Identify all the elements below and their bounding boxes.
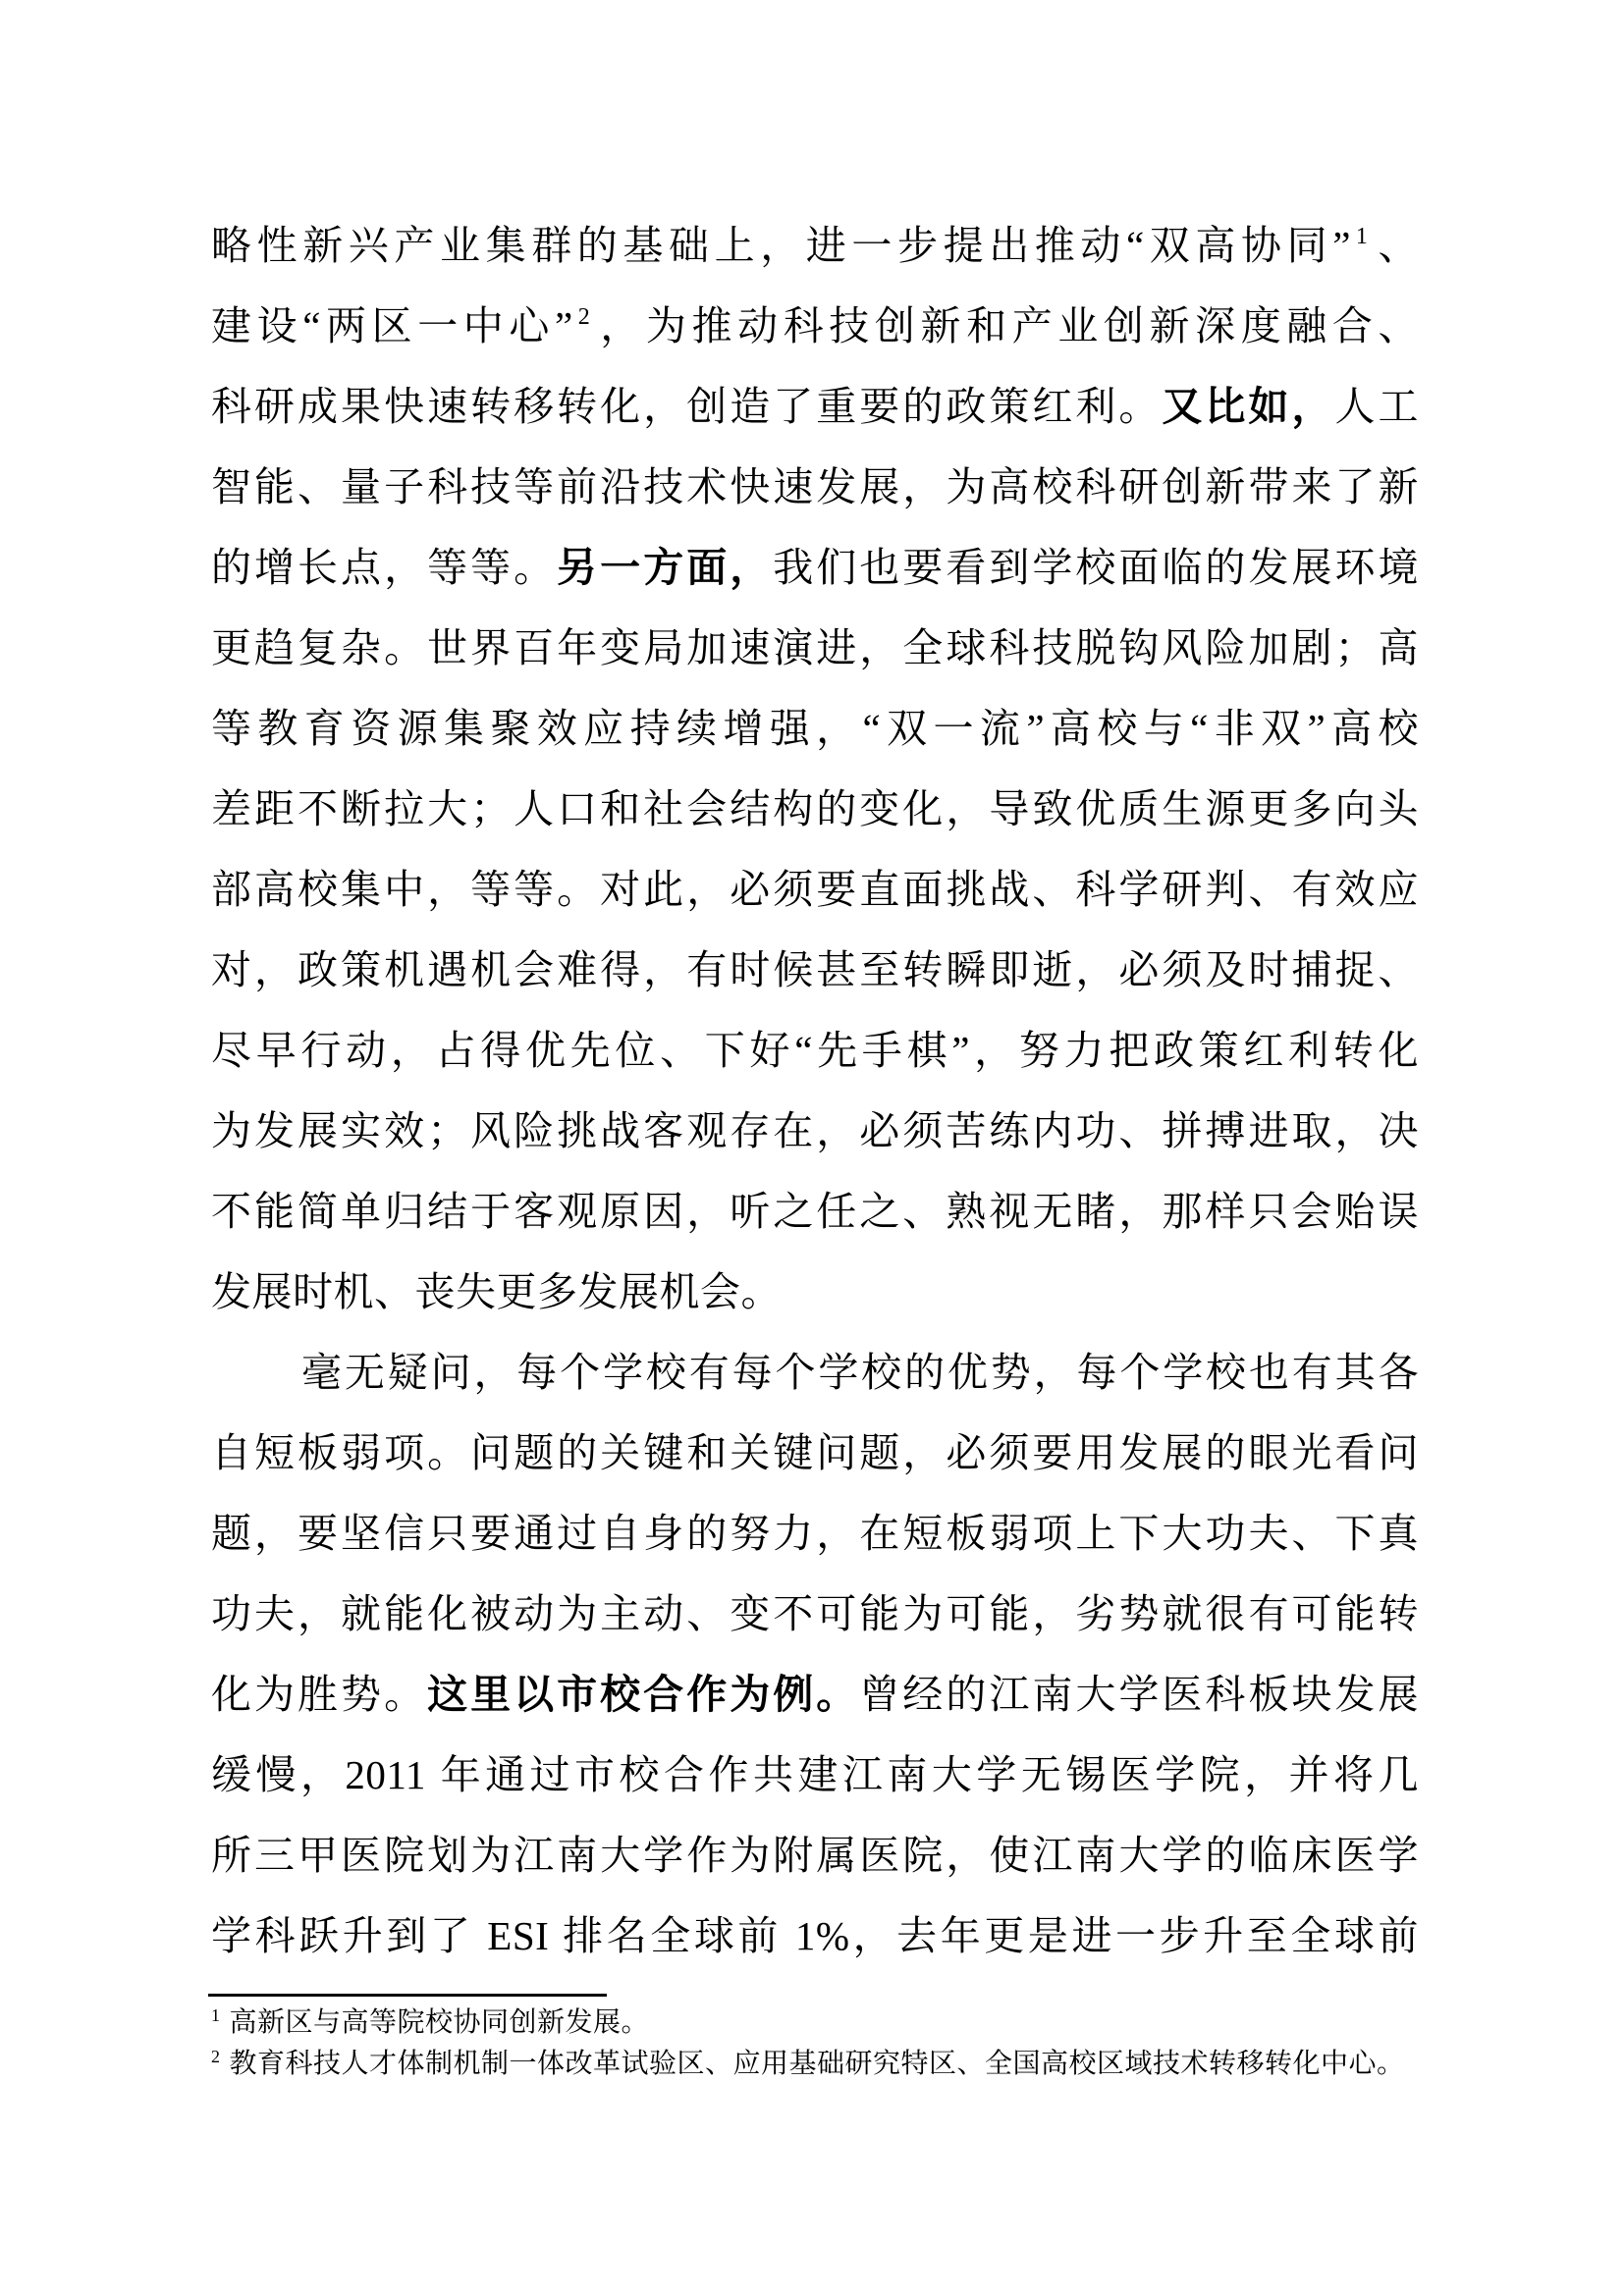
bold-text-segment: 另一方面，: [557, 545, 774, 590]
text-segment: 更趋复杂。世界百年变局加速演进，全球科技脱钩风险加剧；高: [211, 625, 1419, 670]
body-line: [211, 205, 1419, 286]
text-segment: 的增长点，等等。: [211, 545, 558, 590]
text-segment: 功夫，就能化被动为主动、变不可能为可能，劣势就很有可能转: [211, 1591, 1419, 1636]
body-line: [211, 1574, 1419, 1654]
footnote-ref-superscript: 2: [577, 304, 591, 330]
text-segment: 所三甲医院划为江南大学作为附属医院，使江南大学的临床医学: [211, 1833, 1419, 1878]
body-line: [211, 1091, 1419, 1171]
body-line: [211, 1815, 1419, 1896]
document-body: [211, 205, 1419, 1976]
text-segment: 发展时机、丧失更多发展机会。: [211, 1269, 782, 1314]
text-segment: 差距不断拉大；人口和社会结构的变化，导致优质生源更多向头: [211, 786, 1419, 831]
text-segment: 化为胜势。: [211, 1672, 428, 1717]
body-line: [211, 286, 1419, 366]
body-line: [211, 1413, 1419, 1493]
footnote-marker: 1: [211, 2005, 221, 2025]
body-line: [211, 769, 1419, 849]
text-segment: 略性新兴产业集群的基础上，进一步提出推动“双高协同”: [211, 223, 1351, 268]
body-line: [211, 1493, 1419, 1574]
footnote-item: [211, 2044, 1424, 2085]
text-segment: 我们也要看到学校面临的发展环境: [773, 545, 1420, 590]
footnote-marker: 2: [211, 2047, 221, 2066]
body-line: [211, 1896, 1419, 1976]
footnote-list: [211, 2002, 1424, 2085]
text-segment: 人工: [1334, 384, 1420, 429]
body-line: [211, 1010, 1419, 1091]
footnote-text: 教育科技人才体制机制一体改革试验区、应用基础研究特区、全国高校区域技术转移转化中心。: [229, 2049, 1405, 2079]
body-line: [211, 930, 1419, 1010]
text-segment: ，为推动科技创新和产业创新深度融合、: [595, 303, 1419, 348]
footnote-separator: [208, 1994, 607, 1997]
text-segment: 不能简单归结于客观原因，听之任之、熟视无睹，那样只会贻误: [211, 1189, 1419, 1234]
text-segment: 学科跃升到了 ESI 排名全球前 1%，去年更是进一步升至全球前: [211, 1913, 1419, 1958]
body-line: [211, 608, 1419, 688]
body-line: [211, 1332, 1419, 1413]
text-segment: 建设“两区一中心”: [211, 303, 573, 348]
text-segment: 毫无疑问，每个学校有每个学校的优势，每个学校也有其各: [301, 1350, 1419, 1395]
footnote-ref-superscript: 1: [1355, 224, 1369, 249]
body-line: [211, 1654, 1419, 1735]
body-line: [211, 1171, 1419, 1252]
text-segment: 曾经的江南大学医科板块发展: [859, 1672, 1420, 1717]
body-line: [211, 447, 1419, 527]
text-segment: 自短板弱项。问题的关键和关键问题，必须要用发展的眼光看问: [211, 1430, 1419, 1475]
text-segment: 对，政策机遇机会难得，有时候甚至转瞬即逝，必须及时捕捉、: [211, 947, 1419, 992]
text-segment: 为发展实效；风险挑战客观存在，必须苦练内功、拼搏进取，决: [211, 1108, 1419, 1153]
text-segment: 智能、量子科技等前沿技术快速发展，为高校科研创新带来了新: [211, 464, 1419, 509]
text-segment: 题，要坚信只要通过自身的努力，在短板弱项上下大功夫、下真: [211, 1511, 1419, 1556]
body-line: [211, 1252, 1419, 1332]
body-line: [211, 1735, 1419, 1815]
body-line: [211, 849, 1419, 930]
text-segment: 科研成果快速转移转化，创造了重要的政策红利。: [211, 384, 1163, 429]
text-segment: 部高校集中，等等。对此，必须要直面挑战、科学研判、有效应: [211, 867, 1419, 912]
text-segment: 等教育资源集聚效应持续增强，“双一流”高校与“非双”高校: [211, 706, 1419, 751]
footnote-item: [211, 2002, 1424, 2044]
bold-text-segment: 这里以市校合作为例。: [427, 1672, 860, 1717]
body-line: [211, 366, 1419, 447]
text-segment: 、: [1373, 223, 1419, 268]
text-segment: 缓慢，2011 年通过市校合作共建江南大学无锡医学院，并将几: [211, 1752, 1419, 1797]
text-segment: 尽早行动，占得优先位、下好“先手棋”，努力把政策红利转化: [211, 1028, 1419, 1073]
body-line: [211, 688, 1419, 769]
footnote-text: 高新区与高等院校协同创新发展。: [229, 2007, 650, 2038]
body-line: [211, 527, 1419, 608]
bold-text-segment: 又比如，: [1162, 384, 1335, 429]
